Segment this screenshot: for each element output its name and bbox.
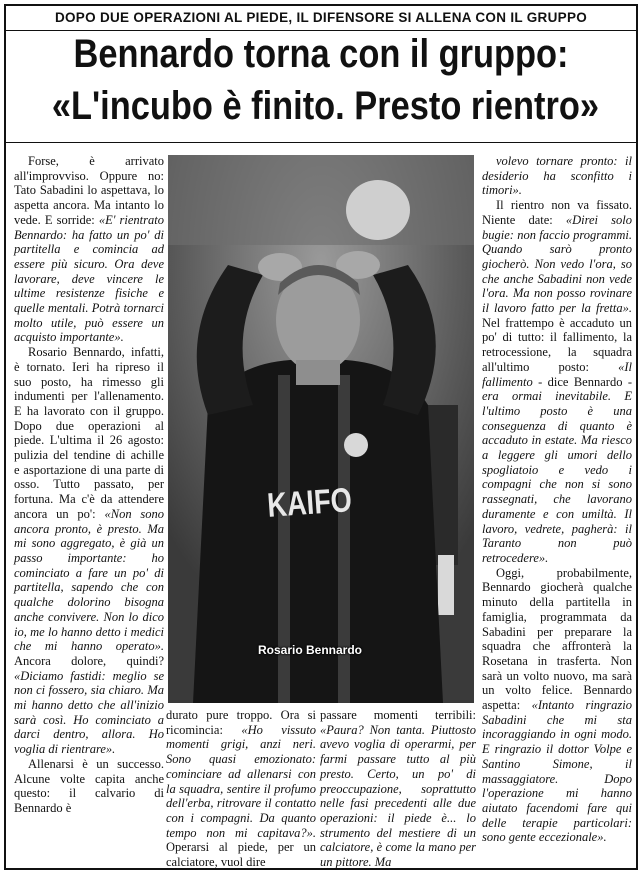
paragraph — [14, 154, 164, 345]
quote-text: era ormai inevitabile. E l'ultimo posto è una conseguenza di quanto è accaduto in estate. Ma riesco a leggere gli umori dello spogliatoio e vedo i compagni che non si sono rassegnati, che lavorano duramente e con umiltà. Il lavoro, vedrete, pagherà: il Taranto non può retrocedere». — [482, 389, 632, 565]
paragraph — [166, 708, 316, 870]
body-text: Operarsi al piede, per un calciatore, vuol dire — [166, 840, 316, 870]
paragraph — [320, 708, 476, 870]
paragraph — [14, 757, 164, 816]
article-title-line1: Bennardo torna con il gruppo: — [73, 32, 569, 76]
quote-text: «Il fallimento — [482, 359, 632, 389]
quote-text: «Ho vissuto momenti grigi, anzi neri. Sono quasi emozionato: cominciare ad allenarsi con la squadra, sentire il profumo dell'erba, ritrovare il contatto con i compagni. Da quanto tempo non mi capitava?». — [166, 722, 317, 840]
player-photo — [168, 155, 474, 703]
article-title-line2: «L'incubo è finito. Presto rientro» — [51, 84, 599, 128]
text-column-3 — [320, 708, 476, 868]
quote-text: «Intanto ringrazio Sabadini che mi sta incoraggiando in ogni modo. E ringrazio il dottor Volpe e Santino Simone, il massaggiatore. Dopo l'operazione mi hanno aiutato facendomi fare qui delle terapie particolari: sono gente eccezionale». — [482, 698, 632, 845]
body-text: Il rientro non va fissato. Niente date: — [482, 198, 632, 227]
body-text: - dice Bennardo - — [532, 374, 632, 389]
body-text: Nel frattempo è accaduto un po' di tutto: il fallimento, la retrocessione, la squadra all'ultimo posto: — [482, 315, 632, 374]
paragraph — [482, 198, 632, 566]
paragraph — [482, 566, 632, 845]
photo-caption: Rosario Bennardo — [258, 643, 363, 657]
body-text: Oggi, probabilmente, Bennardo giocherà qualche minuto della partitella in famiglia, programmata da Sabadini per preparare la squadra che affronterà la Rosetana in trasferta. Non sarà un volto nuovo, ma sarà un volto felice. Bennardo aspetta: — [482, 565, 632, 713]
kicker-divider — [6, 30, 636, 31]
jersey-sponsor-text: KAIFO — [266, 481, 354, 525]
body-text: passare momenti terribili: — [320, 708, 476, 722]
paragraph — [14, 345, 164, 757]
article-kicker: DOPO DUE OPERAZIONI AL PIEDE, IL DIFENSORE SI ALLENA CON IL GRUPPO — [54, 10, 588, 25]
quote-text: «E' rientrato Bennardo: ha fatto un po' di partitella e comincia ad essere più sicuro. Ora deve lavorare, deve vincere le ultime resistenze fisiche e quelle mentali. Potrà tornarci molto utile, può essere un acquisto importante». — [14, 212, 164, 345]
text-column-1 — [14, 154, 164, 866]
quote-text: «Direi solo bugie: non faccio programmi. Quando sarò pronto giocherò. Non vedo l'ora, so che anche Sabadini non vede l'ora. Ma non posso rovinare il lavoro fatto per la fretta». — [482, 212, 632, 316]
paragraph — [482, 154, 632, 198]
body-text: Allenarsi è un successo. Alcune volte capita anche questo: il calvario di Bennardo è — [14, 756, 164, 815]
quote-text: volevo tornare pronto: il desiderio ha sconfitto i timori». — [482, 154, 632, 198]
text-column-2 — [166, 708, 316, 868]
player-photo-graphic — [168, 155, 474, 703]
body-text: durato pure troppo. Ora si ricomincia: — [166, 708, 316, 737]
text-column-4 — [482, 154, 632, 866]
quote-text: «Non sono ancora pronto, è presto. Ma mi sono aggregato, è già un passo importante: ho cominciato a fare un po' di partitella, sapendo che con qualche dolorino bisogna anche convivere. Non lo dico io, me lo hanno detto i medici che mi hanno operato». — [14, 506, 164, 654]
quote-text: «Diciamo fastidi: meglio se non ci fossero, sia chiaro. Ma mi hanno detto che all'inizio sarà così. Ho cominciato a darci dentro, allora. Ho voglia di rientrare». — [14, 668, 164, 757]
body-text: Forse, è arrivato all'improvviso. Oppure no: Tato Sabadini lo aspettava, lo aspetta ancora. Ma intanto lo vede. E sorride: — [14, 154, 164, 227]
body-text: Ancora dolore, quindi? — [14, 653, 164, 668]
quote-text: «Paura? Non tanta. Piuttosto avevo voglia di operarmi, per farmi passare tutto al più presto. Certo, un po' di preoccupazione, soprattutto nelle fasi precedenti alle due operazioni: il piede è... lo strumento del mestiere di un calciatore, è come la mano per un pittore. Ma — [320, 722, 476, 870]
body-text: Rosario Bennardo, infatti, è tornato. Ieri ha ripreso il suo posto, ha rimesso gli indumenti per l'allenamento. E ha lavorato con il gruppo. Dopo due operazioni al piede. L'ultima il 26 agosto: pulizia del tendine di achille e asportazione di una parte di osso. Tutto passato, per fortuna. Ma c'è da attendere ancora un po': — [14, 345, 164, 521]
title-divider — [6, 142, 636, 143]
